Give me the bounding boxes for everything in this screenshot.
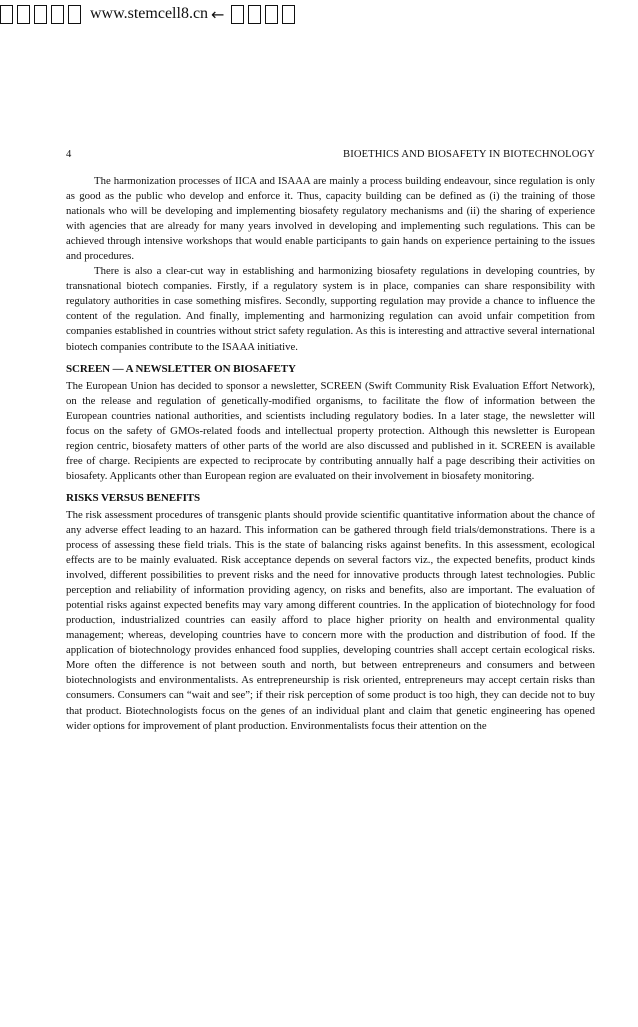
left-arrow-icon: ← [211, 4, 225, 24]
missing-glyph-boxes-right [231, 5, 299, 24]
banner-url-link[interactable]: www.stemcell8.cn [90, 5, 209, 22]
missing-glyph-box [0, 5, 13, 24]
missing-glyph-boxes-left [0, 5, 85, 24]
missing-glyph-box [34, 5, 47, 24]
missing-glyph-box [265, 5, 278, 24]
section-heading-screen: SCREEN — A NEWSLETTER ON BIOSAFETY [66, 362, 296, 375]
missing-glyph-box [68, 5, 81, 24]
missing-glyph-box [282, 5, 295, 24]
running-title: BIOETHICS AND BIOSAFETY IN BIOTECHNOLOGY [343, 149, 595, 160]
paragraph-harmonization: The harmonization processes of IICA and ISAAA are mainly a process building endeavour, since regulation is only as good as the public who develop and enforce it. Thus, capacity building can be defined as (i) the training of those nationals who will be developing and implementing biosafety regulatory mechanisms and (ii) the sharing of experience with agencies that are already for many years involved in developing and implementing such regulations. This can be achieved through intensive workshops that would enable participants to gain hands on experience pertaining to the issues and procedures. [66, 175, 595, 263]
top-banner [0, 2, 638, 26]
paragraph-transnational: There is also a clear-cut way in establishing and harmonizing biosafety regulations in developing countries, by transnational biotech companies. Firstly, if a regulatory system is in place, companies can share responsibility with regulatory authorities in case something misfires. Secondly, supporting regulation may provide a chance to influence the content of the regulation. And finally, implementing and harmonizing regulation can avoid unfair competition from companies established in countries without strict safety regulation. As this is interesting and attractive several international biotech companies contribute to the ISAAA initiative. [66, 265, 595, 353]
paragraph-screen: The European Union has decided to sponsor a newsletter, SCREEN (Swift Community Risk Evaluation Effort Network), on the release and regulation of genetically-modified organisms, to facilitate the flow of information between the European countries national authorities, and scientists including regulatory bodies. In a later stage, the newsletter will focus on the safety of GMOs-related foods and intellectual property protection. Although this newsletter is European region centric, biosafety matters of other parts of the world are also discussed and published in it. SCREEN is available free of charge. Recipients are expected to reciprocate by contributing annually half a page describing their activities on biosafety. Applicants other than European region are evaluated on their involvement in biosafety monitoring. [66, 379, 595, 482]
missing-glyph-box [51, 5, 64, 24]
paragraph-risks: The risk assessment procedures of transgenic plants should provide scientific quantitative information about the chance of any adverse effect leading to an hazard. This information can be gathered through field trials/demonstrations. There is a process of assessing these field trials. This is the state of balancing risks against benefits. In this assessment, ecological effects are to be mainly evaluated. Risk acceptance depends on several factors viz., the expected benefits, product kinds involved, different possibilities to prevent risks and the need for innovative products through latest technologies. Public perception and reliability of information providing agency, on risks and benefits, also are important. The evaluation of potential risks against expected benefits may vary among different countries. In the application of biotechnology for food production, industrialized countries can easily afford to place higher priority on health and environmental quality management; whereas, developing countries have to concern more with the production and distribution of food. If the application of biotechnology provides enhanced food supplies, developing countries shall accept certain ecological risks. More often the difference is not between south and north, but between entrepreneurs and consumers and between biotechnologists and environmentalists. As entrepreneurship is risk oriented, entrepreneurs may accept certain risks than consumers. Consumers can “wait and see”; if their risk perception of some product is too high, they can decide not to buy that product. Biotechnologists focus on the genes of an individual plant and claim that genetic engineering has opened wider options for improvement of plant production. Environmentalists focus their attention on the [66, 508, 595, 732]
missing-glyph-box [248, 5, 261, 24]
page-number: 4 [66, 149, 72, 160]
page-body [66, 174, 595, 734]
section-heading-risks: RISKS VERSUS BENEFITS [66, 491, 201, 504]
missing-glyph-box [17, 5, 30, 24]
running-header [66, 149, 595, 160]
missing-glyph-box [231, 5, 244, 24]
